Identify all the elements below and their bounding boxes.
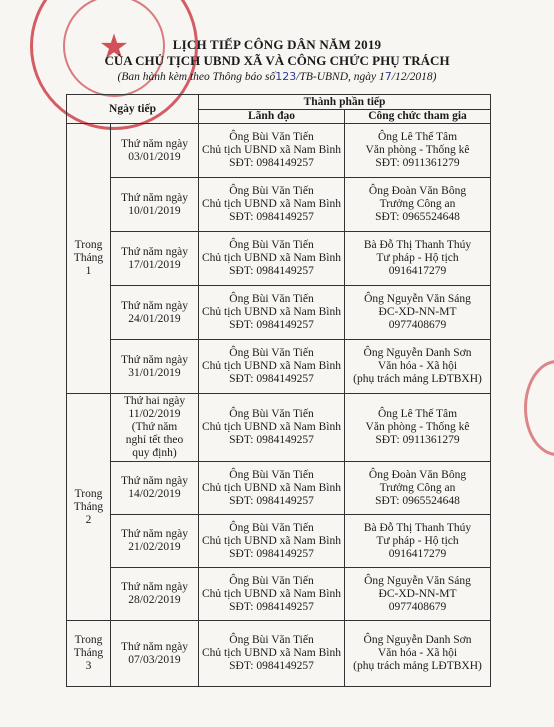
subtitle-number: 123 [275,70,297,83]
row-leader: Ông Bùi Văn Tiến Chủ tịch UBND xã Nam Bình SĐT: 0984149257 [199,232,345,286]
table-row [67,286,491,340]
row-day: Thứ năm ngày 17/01/2019 [111,232,199,286]
col-members-header: Thành phần tiếp [199,95,491,110]
row-officer: Ông Nguyễn Văn Sáng ĐC-XD-NN-MT 0977408679 [345,568,491,621]
row-leader: Ông Bùi Văn Tiến Chủ tịch UBND xã Nam Bình SĐT: 0984149257 [199,515,345,568]
schedule-table [66,94,491,687]
table-row [67,232,491,286]
row-leader: Ông Bùi Văn Tiến Chủ tịch UBND xã Nam Bình SĐT: 0984149257 [199,178,345,232]
row-officer: Ông Nguyễn Danh Sơn Văn hóa - Xã hội (phụ trách mảng LĐTBXH) [345,621,491,687]
table-row [67,621,491,687]
row-day: Thứ năm ngày 10/01/2019 [111,178,199,232]
subtitle-day: 7 [384,70,392,83]
month-group-2: Trong Tháng 2 [67,394,111,621]
row-leader: Ông Bùi Văn Tiến Chủ tịch UBND xã Nam Bình SĐT: 0984149257 [199,568,345,621]
col-officer-header: Công chức tham gia [345,110,491,124]
row-day: Thứ năm ngày 28/02/2019 [111,568,199,621]
document-title-line1: LỊCH TIẾP CÔNG DÂN NĂM 2019 [172,37,382,52]
row-leader: Ông Bùi Văn Tiến Chủ tịch UBND xã Nam Bình SĐT: 0984149257 [199,462,345,515]
row-day: Thứ năm ngày 03/01/2019 [111,124,199,178]
table-row [67,340,491,394]
month-group-3: Trong Tháng 3 [67,621,111,687]
row-leader: Ông Bùi Văn Tiến Chủ tịch UBND xã Nam Bình SĐT: 0984149257 [199,394,345,462]
month-group-1: Trong Tháng 1 [67,124,111,394]
row-leader: Ông Bùi Văn Tiến Chủ tịch UBND xã Nam Bình SĐT: 0984149257 [199,340,345,394]
row-leader: Ông Bùi Văn Tiến Chủ tịch UBND xã Nam Bình SĐT: 0984149257 [199,621,345,687]
table-row [67,515,491,568]
row-officer: Ông Đoàn Văn Bông Trưởng Công an SĐT: 0965524648 [345,462,491,515]
table-row [67,462,491,515]
row-officer: Bà Đỗ Thị Thanh Thúy Tư pháp - Hộ tịch 0916417279 [345,515,491,568]
table-row [67,178,491,232]
row-officer: Ông Đoàn Văn Bông Trưởng Công an SĐT: 0965524648 [345,178,491,232]
row-day: Thứ năm ngày 31/01/2019 [111,340,199,394]
page-seal-stamp [524,360,554,456]
subtitle-suffix: /12/2018) [391,71,437,83]
row-day: Thứ năm ngày 24/01/2019 [111,286,199,340]
col-day-header: Ngày tiếp [67,95,199,124]
col-leader-header: Lãnh đạo [199,110,345,124]
row-officer: Bà Đỗ Thị Thanh Thúy Tư pháp - Hộ tịch 0916417279 [345,232,491,286]
subtitle-prefix: (Ban hành kèm theo Thông báo số [117,71,276,83]
document-subtitle [0,70,554,83]
subtitle-mid: /TB-UBND, ngày 1 [296,71,385,83]
row-leader: Ông Bùi Văn Tiến Chủ tịch UBND xã Nam Bình SĐT: 0984149257 [199,286,345,340]
row-officer: Ông Lê Thế Tâm Văn phòng - Thống kê SĐT: 0911361279 [345,394,491,462]
row-officer: Ông Nguyễn Danh Sơn Văn hóa - Xã hội (phụ trách mảng LĐTBXH) [345,340,491,394]
row-day: Thứ năm ngày 07/03/2019 [111,621,199,687]
seal-star-icon: ★ [98,29,130,66]
row-day: Thứ năm ngày 14/02/2019 [111,462,199,515]
row-day: Thứ hai ngày 11/02/2019 (Thứ năm nghỉ tết theo quy định) [111,394,199,462]
table-row [67,124,491,178]
document-title-line2: CỦA CHỦ TỊCH UBND XÃ VÀ CÔNG CHỨC PHỤ TRÁCH [104,53,450,68]
table-row [67,568,491,621]
table-row [67,394,491,462]
row-day: Thứ năm ngày 21/02/2019 [111,515,199,568]
row-officer: Ông Lê Thế Tâm Văn phòng - Thống kê SĐT: 0911361279 [345,124,491,178]
row-leader: Ông Bùi Văn Tiến Chủ tịch UBND xã Nam Bình SĐT: 0984149257 [199,124,345,178]
row-officer: Ông Nguyễn Văn Sáng ĐC-XD-NN-MT 0977408679 [345,286,491,340]
